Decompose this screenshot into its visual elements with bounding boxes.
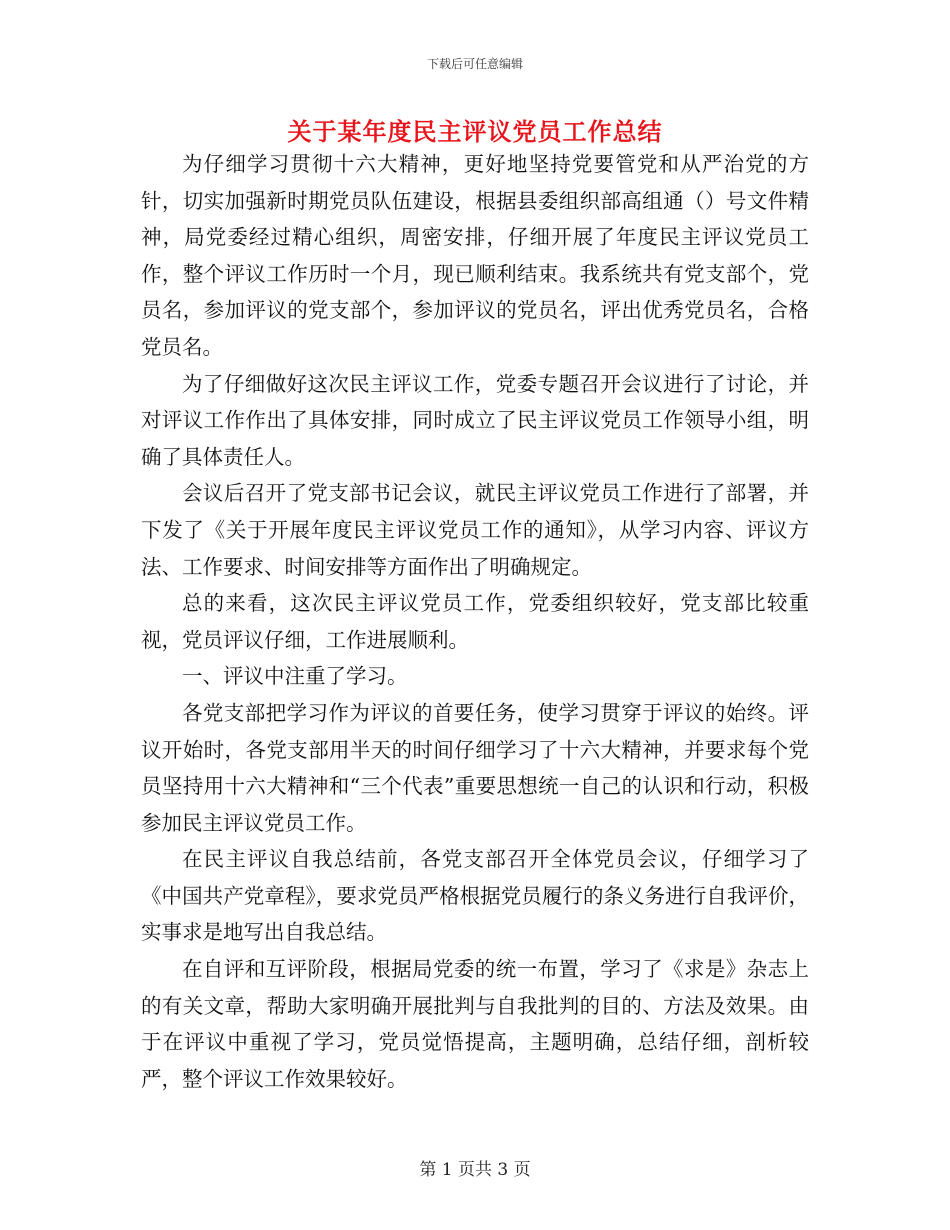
section-heading: 一、评议中注重了学习。 [182, 664, 408, 689]
document-body [141, 146, 809, 1097]
paragraph: 各党支部把学习作为评议的首要任务，使学习贯穿于评议的始终。评议开始时，各党支部用半天的时间仔细学习了十六大精神，并要求每个党员坚持用十六大精神和“三个代表”重要思想统一自己的认识和行动，积极参加民主评议党员工作。 [141, 700, 809, 835]
page-number: 第 1 页共 3 页 [419, 1160, 531, 1180]
paragraph: 为仔细学习贯彻十六大精神，更好地坚持党要管党和从严治党的方针，切实加强新时期党员队伍建设，根据县委组织部高组通（）号文件精神，局党委经过精心组织，周密安排，仔细开展了年度民主评议党员工作，整个评议工作历时一个月，现已顺利结束。我系统共有党支部个，党员名，参加评议的党支部个，参加评议的党员名，评出优秀党员名，合格党员名。 [141, 152, 809, 359]
paragraph: 为了仔细做好这次民主评议工作，党委专题召开会议进行了讨论，并对评议工作作出了具体安排，同时成立了民主评议党员工作领导小组，明确了具体责任人。 [141, 371, 809, 469]
paragraph: 在自评和互评阶段，根据局党委的统一布置，学习了《求是》杂志上的有关文章，帮助大家明确开展批判与自我批判的目的、方法及效果。由于在评议中重视了学习，党员觉悟提高，主题明确，总结仔细，剖析较严，整个评议工作效果较好。 [141, 957, 809, 1091]
header-note: 下载后可任意编辑 [426, 57, 523, 71]
paragraph: 总的来看，这次民主评议党员工作，党委组织较好，党支部比较重视，党员评议仔细，工作进展顺利。 [141, 591, 809, 652]
paragraph: 会议后召开了党支部书记会议，就民主评议党员工作进行了部署，并下发了《关于开展年度民主评议党员工作的通知》，从学习内容、评议方法、工作要求、时间安排等方面作出了明确规定。 [141, 481, 809, 579]
paragraph: 在民主评议自我总结前，各党支部召开全体党员会议，仔细学习了《中国共产党章程》，要求党员严格根据党员履行的条义务进行自我评价，实事求是地写出自我总结。 [141, 847, 809, 945]
document-title: 关于某年度民主评议党员工作总结 [287, 117, 663, 146]
